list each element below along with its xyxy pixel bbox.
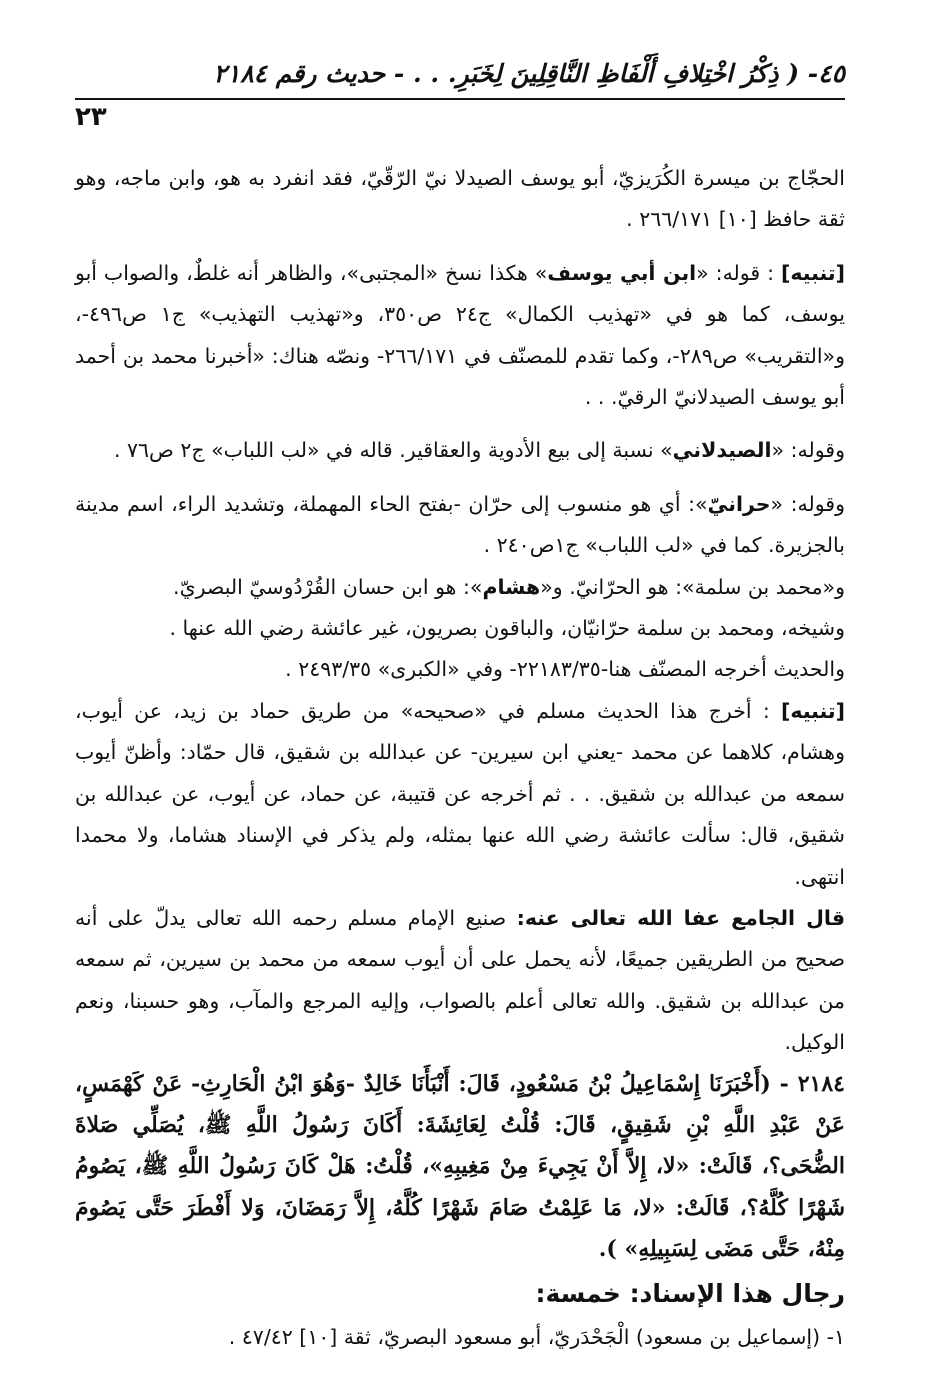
tanbih-label: [تنبيه] xyxy=(780,260,845,285)
hadith-2184: ٢١٨٤ - (أَخْبَرَنَا إِسْمَاعِيلُ بْنُ مَسْعُودٍ، قَالَ: أَنْبَأَنَا خَالِدٌ -وَهُوَ ابْنُ الْحَارِثِ- عَنْ كَهْمَسٍ، عَنْ عَبْدِ اللَّهِ بْنِ شَقِيقٍ، قَالَ: قُلْتُ لِعَائِشَةَ: أَكَانَ رَسُولُ اللَّهِ ﷺ، يُصَلِّي صَلاةَ الضُّحَى؟، قَالَتْ: «لا، إِلاَّ أَنْ يَجِيءَ مِنْ مَغِيبِهِ»، قُلْتُ: هَلْ كَانَ رَسُولُ اللَّهِ ﷺ، يَصُومُ شَهْرًا كُلَّهُ؟، قَالَتْ: «لا، مَا عَلِمْتُ صَامَ شَهْرًا كُلَّهُ، إِلاَّ رَمَضَانَ، وَلا أَفْطَرَ حَتَّى يَصُومَ مِنْهُ، حَتَّى مَضَى لِسَبِيلِهِ» ). xyxy=(75,1070,845,1263)
p4-text-a: وقوله: « xyxy=(770,491,846,516)
page-number: ٢٣ xyxy=(75,102,107,132)
p3-text-a: وقوله: « xyxy=(771,438,845,463)
paragraph-1: الحجّاج بن ميسرة الكُرَيزيّ، أبو يوسف الصيدلا نيّ الرّقّيّ، فقد انفرد به هو، وابن ماجه، وهو ثقة حافظ [١٠] ٢٦٦/١٧١ . xyxy=(75,166,845,232)
body-text xyxy=(75,158,845,1358)
p4-text-b: »: أي هو منسوب إلى حرّان -بفتح الحاء المهملة، وتشديد الراء، اسم مدينة بالجزيرة. كما في «لب اللباب» ج١ص٢٤٠ . xyxy=(75,491,845,558)
p2-bold: ابن أبي يوسف xyxy=(547,260,697,285)
section-title: رجال هذا الإسناد: خمسة: xyxy=(535,1278,845,1308)
paragraph-saydalani xyxy=(75,430,845,471)
p8-text: : أخرج هذا الحديث مسلم في «صحيحه» من طريق حماد بن زيد، عن أيوب، وهشام، كلاهما عن محمد -يعني ابن سيرين- عن عبدالله بن شقيق، قال حمّاد: وأظنّ أيوب سمعه من عبدالله بن شقيق. . . ثم أخرجه عن قتيبة، عن حماد، عن أيوب، عن عبدالله بن شقيق، قال: سألت عائشة رضي الله عنها بمثله، ولم يذكر في الإسناد هشاما، ولا محمدا انتهى. xyxy=(75,698,845,889)
paragraph-narrators xyxy=(75,567,845,608)
p3-bold: الصيدلاني xyxy=(672,438,772,463)
paragraph-tanbih-2 xyxy=(75,691,845,898)
header-rule xyxy=(75,98,845,100)
p4-bold: حرانيّ xyxy=(707,491,771,516)
paragraph-tanbih-1 xyxy=(75,253,845,419)
p2-text-a: : قوله: « xyxy=(696,260,781,285)
p2-text-b: » هكذا نسخ «المجتبى»، والظاهر أنه غلطٌ، والصواب أبو يوسف، كما هو في «تهذيب الكمال» ج٢٤ ص٣٥٠، و«تهذيب التهذيب» ج١ ص٤٩٦-، و«التقريب» ص٢٨٩-، وكما تقدم للمصنّف في ٢٦٦/١٧١- ونصّه هناك: «أخبرنا محمد بن أحمد أبو يوسف الصيدلانيّ الرقيّ. . . xyxy=(75,260,845,410)
tanbih-label: [تنبيه] xyxy=(781,698,845,723)
header-title: ٤٥- ( ذِكْرُ اخْتِلافِ أَلْفَاظِ النَّاقِلِينَ لِخَبَرِ. . . - حديث رقم ٢١٨٤ xyxy=(213,59,845,88)
running-header xyxy=(75,52,845,132)
paragraph-jami xyxy=(75,898,845,1064)
p9-bold: قال الجامع عفا الله تعالى عنه: xyxy=(516,905,845,930)
p9-text: صنيع الإمام مسلم رحمه الله تعالى يدلّ على أنه صحيح من الطريقين جميعًا، لأنه يحمل على أن أيوب سمعه من محمد بن سيرين، ثم سمعه من عبدالله بن شقيق. والله تعالى أعلم بالصواب، وإليه المرجع والمآب، وهو حسبنا، ونعم الوكيل. xyxy=(75,905,845,1055)
paragraph-sheikh: وشيخه، ومحمد بن سلمة حرّانيّان، والباقون بصريون، غير عائشة رضي الله عنها . xyxy=(169,616,845,641)
paragraph-narrator-1: ١- (إسماعيل بن مسعود) الْجَحْدَريّ، أبو مسعود البصريّ، ثقة [١٠] ٤٧/٤٢ . xyxy=(228,1324,845,1349)
p5-text-a: و«محمد بن سلمة»: هو الحرّانيّ. و« xyxy=(540,574,845,599)
p5-text-b: »: هو ابن حسان القُرْدُوسيّ البصريّ. xyxy=(173,574,483,599)
paragraph-takhrij: والحديث أخرجه المصنّف هنا-٢٢١٨٣/٣٥- وفي «الكبرى» ٢٤٩٣/٣٥ . xyxy=(285,657,845,682)
paragraph-harrani xyxy=(75,484,845,567)
p3-text-b: » نسبة إلى بيع الأدوية والعقاقير. قاله في «لب اللباب» ج٢ ص٧٦ . xyxy=(113,438,673,463)
p5-bold: هشام xyxy=(482,574,541,599)
